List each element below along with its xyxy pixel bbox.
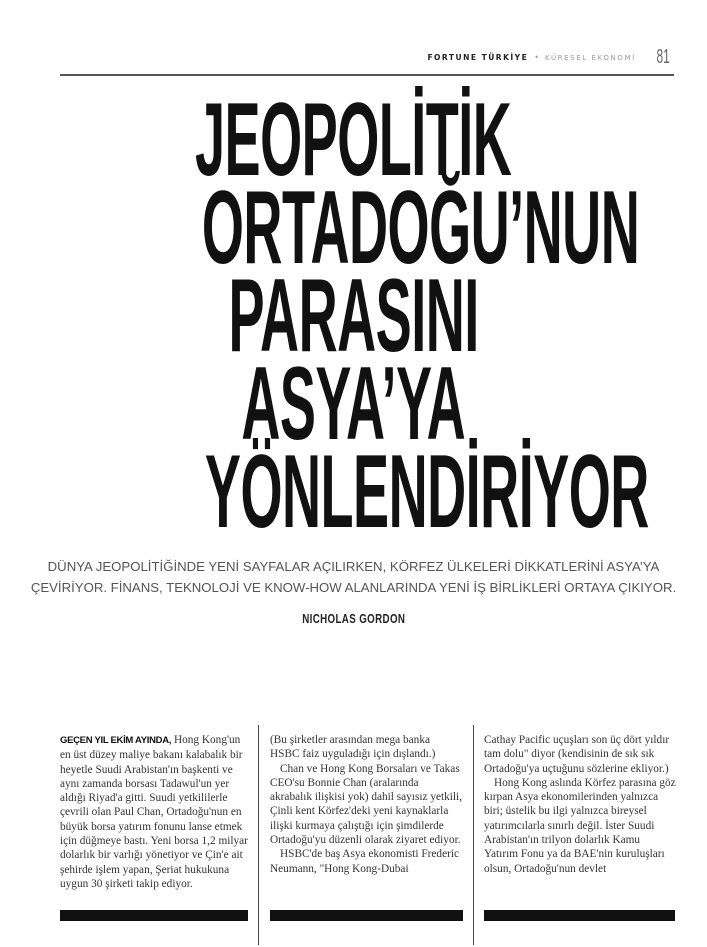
publication-name: FORTUNE TÜRKİYE — [427, 53, 529, 62]
column-footer-bar — [270, 910, 463, 921]
deck-line: ÇEVİRİYOR. FİNANS, TEKNOLOJİ VE KNOW-HOW ALANLARINDA YENİ İŞ BİRLİKLERİ ORTAYA ÇIKIYOR. — [30, 580, 677, 595]
lead-in: GEÇEN YIL EKİM AYINDA, — [60, 735, 172, 746]
column-2 — [270, 733, 462, 876]
paragraph: (Bu şirketler arasından mega banka HSBC faiz uyguladığı için dışlandı.) — [270, 734, 436, 761]
column-footer-bar — [484, 910, 675, 921]
paragraph: HSBC'de baş Asya ekonomisti Frederic Neumann, "Hong Kong-Dubai — [270, 848, 460, 875]
paragraph: Hong Kong'un en üst düzey maliye bakanı kalabalık bir heyetle Suudi Arabistan'ın başkenti ve aynı zamanda borsası Tadawul'un yer aldığı Riyad'a gitti. Suudi yetkililerle çevrili olan Paul Chan, Ortadoğu'nun en büyük borsa yatırım fonunu lanse etmek için düğmeye bastı. Yeni borsa 1,2 milyar dolarlık bir varlığı yönetiyor ve Çin'e ait şehirde işlem yapan, Şeriat hukukuna uygun 30 şirketi takip ediyor. — [60, 734, 248, 890]
deck-subtitle — [20, 556, 687, 598]
author-name: NICHOLAS GORDON — [301, 611, 406, 626]
running-header — [427, 46, 674, 69]
headline-line: ORTADOĞU’NUN — [201, 170, 640, 286]
deck-line: DÜNYA JEOPOLİTİĞİNDE YENİ SAYFALAR AÇILIRKEN, KÖRFEZ ÜLKELERİ DİKKATLERİNİ ASYA’YA — [47, 559, 660, 574]
headline-line: YÖNLENDİRİYOR — [204, 434, 649, 550]
page-number: 81 — [656, 46, 670, 68]
byline — [0, 610, 707, 628]
section-name: KÜRESEL EKONOMİ — [544, 53, 636, 62]
paragraph: Hong Kong aslında Körfez parasına göz kırpan Asya ekonomilerinden yalnızca biri; üstelik bu ilgi yalnızca bireysel yatırımcılarla sınırlı değil. İster Suudi Arabistan'ın trilyon dolarlık Kamu Yatırım Fonu ya da BAE'nin kuruluşları olsun, Ortadoğu'nun devlet — [484, 776, 676, 875]
headline — [0, 82, 707, 550]
headline-line: JEOPOLİTİK — [195, 82, 512, 198]
column-1 — [60, 733, 252, 891]
headline-line: PARASINI — [228, 258, 479, 374]
paragraph: Cathay Pacific uçuşları son üç dört yıldır tam dolu" diyor (kendisinin de sık sık Ortadoğu'ya uçtuğunu sözlerine ekliyor.) — [484, 734, 670, 775]
headline-line: ASYA’YA — [241, 346, 466, 462]
column-footer-bar — [60, 910, 248, 921]
column-divider — [258, 725, 259, 945]
header-separator: • — [534, 53, 539, 62]
header-rule — [60, 74, 674, 76]
paragraph: Chan ve Hong Kong Borsaları ve Takas CEO'su Bonnie Chan (aralarında akrabalık ilişkisi yok) dahil sayısız yetkili, Çinli kent Körfez'deki yeni kaynaklarla ilişki kurmaya çalıştığı için şimdilerde Ortadoğu'yu düzenli olarak ziyaret ediyor. — [270, 762, 463, 847]
column-divider — [473, 725, 474, 945]
column-3 — [484, 733, 676, 876]
